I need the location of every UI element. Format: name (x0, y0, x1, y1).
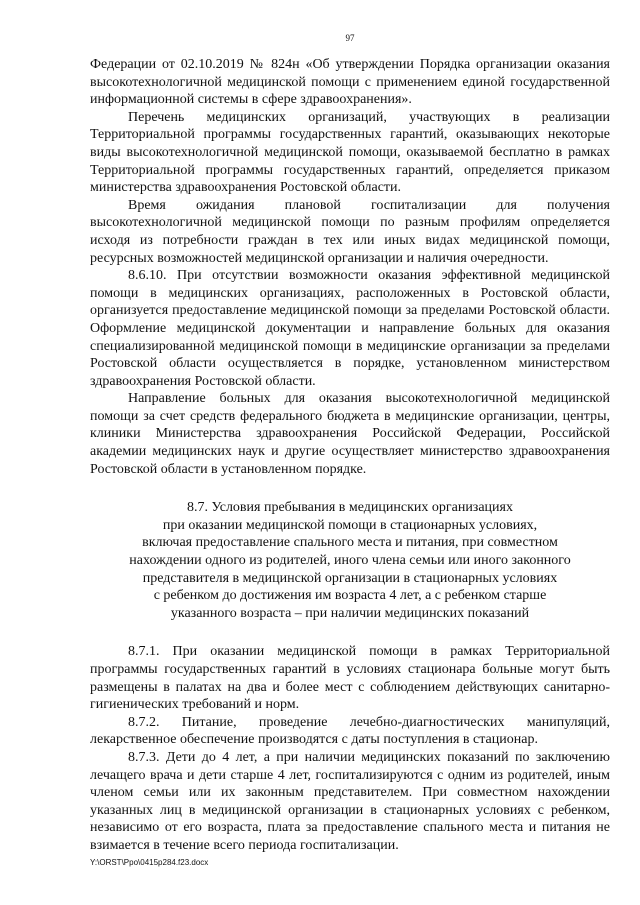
paragraph-8-7-1: 8.7.1. При оказании медицинской помощи в рамках Территориальной программы государственных гарантий в условиях стационара больные могут быть размещены в палатах на два и более мест с соблюдением действующих санитарно-гигиенических требований и норм. (90, 644, 610, 713)
heading-line: 8.7. Условия пребывания в медицинских организациях (187, 500, 513, 516)
paragraph-list-of-organizations: Перечень медицинских организаций, участвующих в реализации Территориальной программы государственных гарантий, оказывающих некоторые виды высокотехнологичной медицинской помощи, оказываемой бесплатно в рамках Территориальной программы государственных гарантий, определяется приказом министерства здравоохранения Ростовской области. (90, 109, 610, 196)
heading-line: указанного возраста – при наличии медицинских показаний (170, 605, 530, 621)
paragraph-8-7-3: 8.7.3. Дети до 4 лет, а при наличии медицинских показаний по заключению лечащего врача и дети старше 4 лет, госпитализируются с одним из родителей, иным членом семьи или их законным представителем. При совместном нахождении указанных лиц в медицинской организации в стационарных условиях с ребенком, независимо от его возраста, плата за предоставление спального места и питания не взимается в течение всего периода госпитализации. (90, 749, 610, 853)
heading-line: нахождении одного из родителей, иного члена семьи или иного законного (129, 553, 571, 569)
paragraph-referral-federal: Направление больных для оказания высокотехнологичной медицинской помощи за счет средств федерального бюджета в медицинские организации, центры, клиники Министерства здравоохранения Российской Федерации, Российской академии медицинских наук и другие осуществляет министерство здравоохранения Ростовской области в установленном порядке. (90, 391, 610, 477)
heading-line: представителя в медицинской организации в стационарных условиях (142, 570, 558, 586)
heading-line: при оказании медицинской помощи в стационарных условиях, (162, 517, 538, 533)
heading-line: включая предоставление спального места и питания, при совместном (142, 535, 558, 551)
section-heading-8-7 (90, 499, 610, 622)
paragraph-8-7-2: 8.7.2. Питание, проведение лечебно-диагностических манипуляций, лекарственное обеспечение производятся с даты поступления в стационар. (90, 714, 610, 748)
heading-line: с ребенком до достижения им возраста 4 лет, а с ребенком старше (153, 588, 547, 604)
paragraph-waiting-time: Время ожидания плановой госпитализации для получения высокотехнологичной медицинской помощи по разным профилям определяется исходя из потребности граждан в тех или иных видах медицинской помощи, ресурсных возможностей медицинской организации и наличия очередности. (90, 197, 610, 266)
paragraph-continuation: Федерации от 02.10.2019 № 824н «Об утверждении Порядка организации оказания высокотехнологичной медицинской помощи с применением единой государственной информационной системы в сфере здравоохранения». (90, 57, 610, 108)
footer-file-path: Y:\ORST\Ppo\0415p284.f23.docx (90, 858, 209, 867)
page-number: 97 (345, 33, 355, 43)
paragraph-8-6-10: 8.6.10. При отсутствии возможности оказания эффективной медицинской помощи в медицинских организациях, расположенных в Ростовской области, организуется предоставление медицинской помощи за пределами Ростовской области. Оформление медицинской документации и направление больных для оказания специализированной медицинской помощи в медицинские организации за пределами Ростовской области осуществляется в порядке, установленном министерством здравоохранения Ростовской области. (90, 268, 610, 389)
